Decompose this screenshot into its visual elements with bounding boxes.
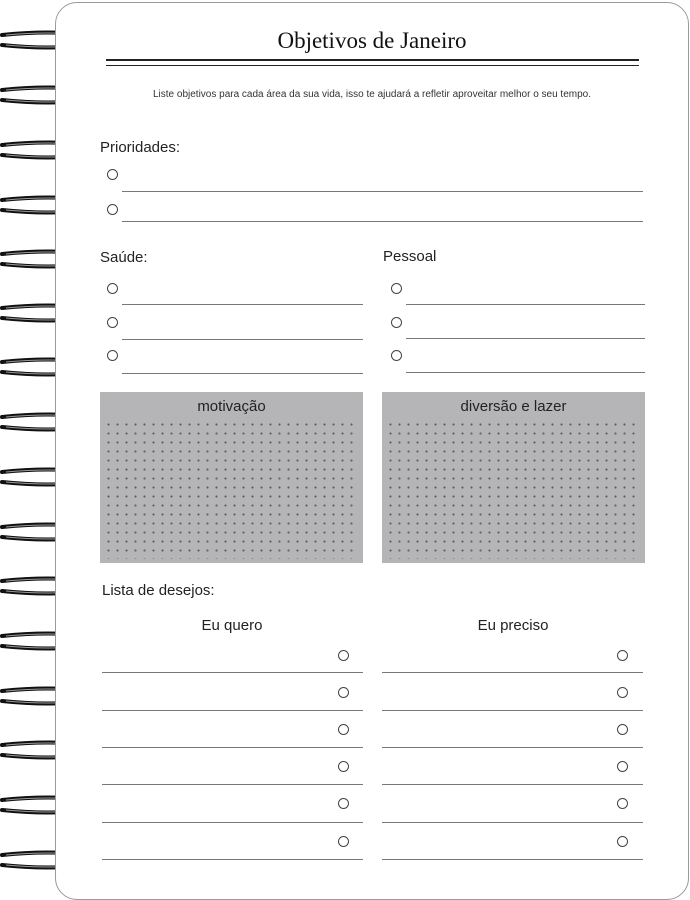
wish-preciso-checkbox[interactable] (617, 724, 628, 735)
wish-preciso-checkbox[interactable] (617, 687, 628, 698)
pessoal-2-checkbox[interactable] (391, 317, 402, 328)
page-instructions: Liste objetivos para cada área da sua vida, isso te ajudará a refletir aproveitar melhor o seu tempo. (152, 89, 592, 100)
wish-quero-line[interactable] (102, 822, 363, 823)
eu-quero-heading: Eu quero (201, 617, 263, 634)
title-rule-thick (106, 59, 639, 61)
motivacao-box-title: motivação (197, 398, 266, 415)
saude-1-checkbox[interactable] (107, 283, 118, 294)
wish-quero-checkbox[interactable] (338, 798, 349, 809)
diversao-box-title: diversão e lazer (460, 398, 567, 415)
wish-quero-checkbox[interactable] (338, 836, 349, 847)
wish-preciso-checkbox[interactable] (617, 650, 628, 661)
wish-preciso-line[interactable] (382, 784, 643, 785)
priority-2-line[interactable] (122, 221, 643, 222)
pessoal-1-line[interactable] (406, 304, 645, 305)
wish-quero-checkbox[interactable] (338, 724, 349, 735)
wish-preciso-checkbox[interactable] (617, 761, 628, 772)
section-pessoal-heading: Pessoal (383, 248, 437, 265)
saude-2-checkbox[interactable] (107, 317, 118, 328)
wish-preciso-checkbox[interactable] (617, 798, 628, 809)
wish-quero-line[interactable] (102, 747, 363, 748)
priority-1-line[interactable] (122, 191, 643, 192)
pessoal-3-checkbox[interactable] (391, 350, 402, 361)
section-lista-heading: Lista de desejos: (102, 582, 215, 599)
wish-preciso-line[interactable] (382, 859, 643, 860)
pessoal-1-checkbox[interactable] (391, 283, 402, 294)
wish-quero-checkbox[interactable] (338, 761, 349, 772)
wish-quero-line[interactable] (102, 672, 363, 673)
saude-3-line[interactable] (122, 373, 363, 374)
saude-1-line[interactable] (122, 304, 363, 305)
motivacao-dot-grid (104, 420, 359, 559)
wish-quero-checkbox[interactable] (338, 687, 349, 698)
diversao-box[interactable] (382, 392, 645, 563)
wish-preciso-line[interactable] (382, 672, 643, 673)
wish-preciso-line[interactable] (382, 822, 643, 823)
eu-preciso-heading: Eu preciso (477, 617, 549, 634)
wish-preciso-line[interactable] (382, 710, 643, 711)
motivacao-box[interactable] (100, 392, 363, 563)
priority-2-checkbox[interactable] (107, 204, 118, 215)
page-title: Objetivos de Janeiro (277, 28, 467, 53)
pessoal-2-line[interactable] (406, 338, 645, 339)
wish-quero-line[interactable] (102, 710, 363, 711)
diversao-dot-grid (386, 420, 641, 559)
section-prioridades-heading: Prioridades: (100, 139, 181, 156)
wish-preciso-line[interactable] (382, 747, 643, 748)
title-rule-thin (106, 65, 639, 66)
saude-2-line[interactable] (122, 339, 363, 340)
wish-quero-line[interactable] (102, 784, 363, 785)
wish-preciso-checkbox[interactable] (617, 836, 628, 847)
priority-1-checkbox[interactable] (107, 169, 118, 180)
wish-quero-checkbox[interactable] (338, 650, 349, 661)
saude-3-checkbox[interactable] (107, 350, 118, 361)
wish-quero-line[interactable] (102, 859, 363, 860)
section-saude-heading: Saúde: (100, 249, 148, 266)
pessoal-3-line[interactable] (406, 372, 645, 373)
